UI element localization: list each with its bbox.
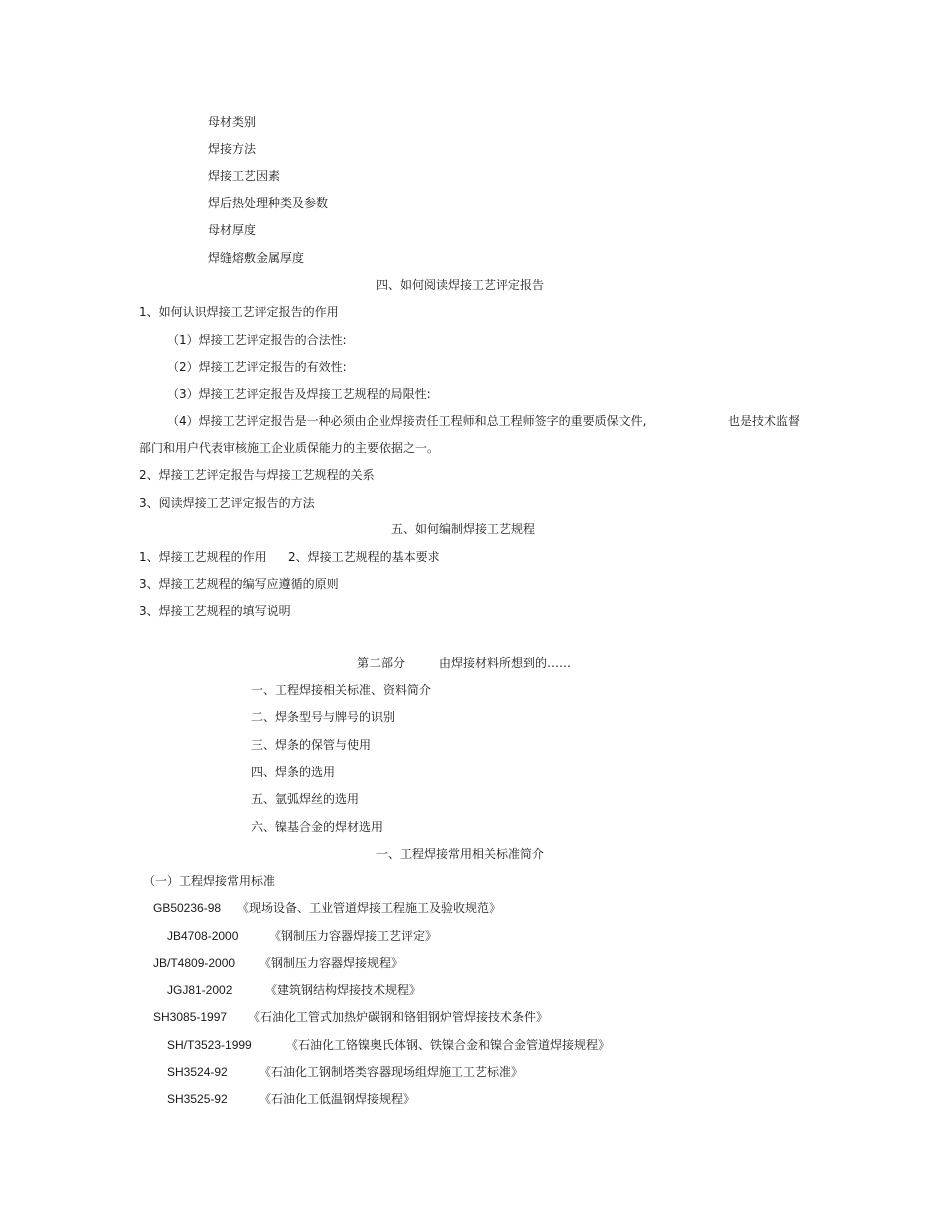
list-item: 3、阅读焊接工艺评定报告的方法 [139,496,315,510]
list-item: （1）焊接工艺评定报告的合法性: [167,333,347,347]
standard-code: SH3525-92 [167,1092,228,1106]
paragraph-line: （4）焊接工艺评定报告是一种必须由企业焊接责任工程师和总工程师签字的重要质保文件, [167,414,647,428]
toc-item: 四、焊条的选用 [251,765,336,779]
list-item: 母材厚度 [208,223,257,237]
toc-item: 五、氩弧焊丝的选用 [251,792,360,806]
toc-item: 三、焊条的保管与使用 [251,738,372,752]
paragraph-line: 也是技术监督 [728,414,801,428]
list-item: 焊接工艺因素 [208,169,281,183]
list-item: （3）焊接工艺评定报告及焊接工艺规程的局限性: [167,387,431,401]
standard-code: SH3524-92 [167,1065,228,1079]
standard-name: 《石油化工低温钢焊接规程》 [259,1092,416,1106]
list-item: （2）焊接工艺评定报告的有效性: [167,360,347,374]
list-item: 3、焊接工艺规程的填写说明 [139,604,291,618]
section-heading: 五、如何编制焊接工艺规程 [391,522,536,536]
section-heading: 一、工程焊接常用相关标准简介 [376,847,545,861]
standard-name: 《现场设备、工业管道焊接工程施工及验收规范》 [237,901,502,915]
toc-item: 一、工程焊接相关标准、资料简介 [251,683,432,697]
list-item: 焊缝熔敷金属厚度 [208,251,305,265]
part-label: 第二部分 [357,656,406,670]
standard-name: 《石油化工钢制塔类容器现场组焊施工工艺标准》 [259,1065,524,1079]
list-item: 焊接方法 [208,142,257,156]
list-item: 焊后热处理种类及参数 [208,196,329,210]
standard-name: 《建筑钢结构焊接技术规程》 [265,983,422,997]
standard-name: 《钢制压力容器焊接规程》 [259,956,404,970]
standard-code: JB/T4809-2000 [153,956,236,970]
standard-code: JB4708-2000 [167,929,239,943]
subsection-heading: （一）工程焊接常用标准 [143,874,276,888]
toc-item: 二、焊条型号与牌号的识别 [251,710,396,724]
list-item: 2、焊接工艺规程的基本要求 [288,550,440,564]
standard-code: SH/T3523-1999 [167,1038,252,1052]
paragraph-line: 部门和用户代表审核施工企业质保能力的主要依据之一。 [139,441,440,455]
list-item: 1、如何认识焊接工艺评定报告的作用 [139,305,339,319]
standard-code: SH3085-1997 [153,1010,228,1024]
standard-name: 《石油化工铬镍奥氏体钢、铁镍合金和镍合金管道焊接规程》 [286,1038,611,1052]
section-heading: 四、如何阅读焊接工艺评定报告 [376,278,545,292]
list-item: 3、焊接工艺规程的编写应遵循的原则 [139,577,339,591]
standard-code: GB50236-98 [153,901,222,915]
standard-code: JGJ81-2002 [167,983,233,997]
standard-name: 《钢制压力容器焊接工艺评定》 [269,929,438,943]
part-title: 由焊接材料所想到的…… [439,656,572,670]
list-item: 1、焊接工艺规程的作用 [139,550,267,564]
list-item: 2、焊接工艺评定报告与焊接工艺规程的关系 [139,468,375,482]
standard-name: 《石油化工管式加热炉碳钢和铬钼钢炉管焊接技术条件》 [248,1010,549,1024]
toc-item: 六、镍基合金的焊材选用 [251,820,384,834]
list-item: 母材类别 [208,115,257,129]
